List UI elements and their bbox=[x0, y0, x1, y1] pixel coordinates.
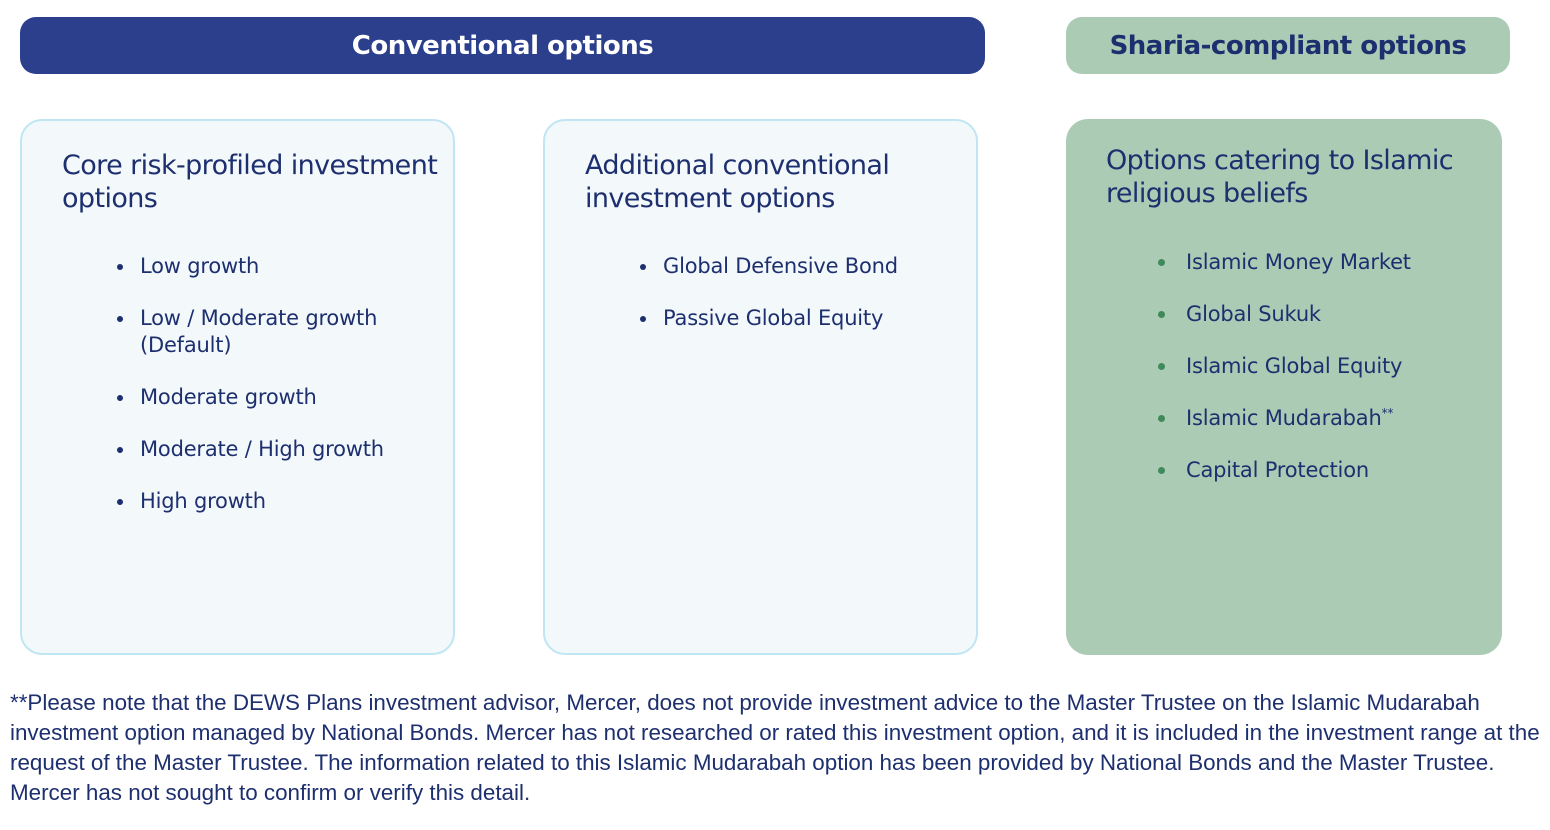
conventional-options-header bbox=[20, 17, 985, 74]
list-item-label: Islamic Mudarabah bbox=[1186, 406, 1382, 430]
list-item bbox=[1158, 457, 1488, 484]
list-item bbox=[1158, 353, 1488, 380]
bullet-dot-icon bbox=[117, 447, 123, 453]
list-item bbox=[640, 305, 960, 332]
footnote-marker: ** bbox=[1381, 406, 1394, 420]
list-item-label: Capital Protection bbox=[1186, 458, 1369, 482]
list-item-label: Low growth bbox=[140, 254, 260, 278]
bullet-dot-icon bbox=[117, 395, 123, 401]
bullet-dot-icon bbox=[640, 316, 646, 322]
islamic-options-list bbox=[1158, 249, 1488, 509]
bullet-dot-icon bbox=[117, 316, 123, 322]
card-title: Additional conventional investment options bbox=[585, 150, 890, 214]
additional-options-list bbox=[640, 253, 960, 357]
list-item bbox=[1158, 405, 1488, 432]
list-item bbox=[117, 488, 437, 515]
bullet-dot-icon bbox=[117, 264, 123, 270]
list-item bbox=[117, 436, 437, 463]
sharia-options-header bbox=[1066, 17, 1510, 74]
list-item bbox=[117, 384, 437, 411]
footnote-text: **Please note that the DEWS Plans investment advisor, Mercer, does not provide investment advice to the Master Trustee on the Islamic Mudarabah investment option managed by National Bonds. Mercer has not researched or rated this investment option, and it is included in the investment range at the request of the Master Trustee. The information related to this Islamic Mudarabah option has been provided by National Bonds and the Master Trustee. Mercer has not sought to confirm or verify this detail. bbox=[10, 690, 1540, 805]
bullet-dot-icon bbox=[1158, 467, 1165, 474]
list-item-label: Moderate / High growth bbox=[140, 437, 384, 461]
card-title: Options catering to Islamic religious beliefs bbox=[1106, 145, 1453, 209]
additional-options-card bbox=[543, 119, 978, 655]
list-item bbox=[1158, 249, 1488, 276]
islamic-options-card bbox=[1066, 119, 1502, 655]
bullet-dot-icon bbox=[1158, 259, 1165, 266]
list-item-label: High growth bbox=[140, 489, 266, 513]
core-options-list bbox=[117, 253, 437, 540]
list-item-label: Low / Moderate growth (Default) bbox=[140, 306, 378, 357]
sharia-options-header-label: Sharia-compliant options bbox=[1109, 30, 1467, 61]
core-options-card bbox=[20, 119, 455, 655]
list-item-label: Islamic Money Market bbox=[1186, 250, 1411, 274]
list-item-label: Islamic Global Equity bbox=[1186, 354, 1403, 378]
list-item-label: Global Sukuk bbox=[1186, 302, 1321, 326]
bullet-dot-icon bbox=[640, 264, 646, 270]
bullet-dot-icon bbox=[117, 499, 123, 505]
card-title: Core risk-profiled investment options bbox=[62, 150, 438, 214]
list-item bbox=[640, 253, 960, 280]
list-item-label: Passive Global Equity bbox=[663, 306, 884, 330]
list-item-label: Moderate growth bbox=[140, 385, 317, 409]
list-item bbox=[117, 305, 437, 359]
conventional-options-header-label: Conventional options bbox=[351, 30, 654, 61]
list-item bbox=[1158, 301, 1488, 328]
bullet-dot-icon bbox=[1158, 311, 1165, 318]
bullet-dot-icon bbox=[1158, 415, 1165, 422]
bullet-dot-icon bbox=[1158, 363, 1165, 370]
list-item bbox=[117, 253, 437, 280]
list-item-label: Global Defensive Bond bbox=[663, 254, 898, 278]
